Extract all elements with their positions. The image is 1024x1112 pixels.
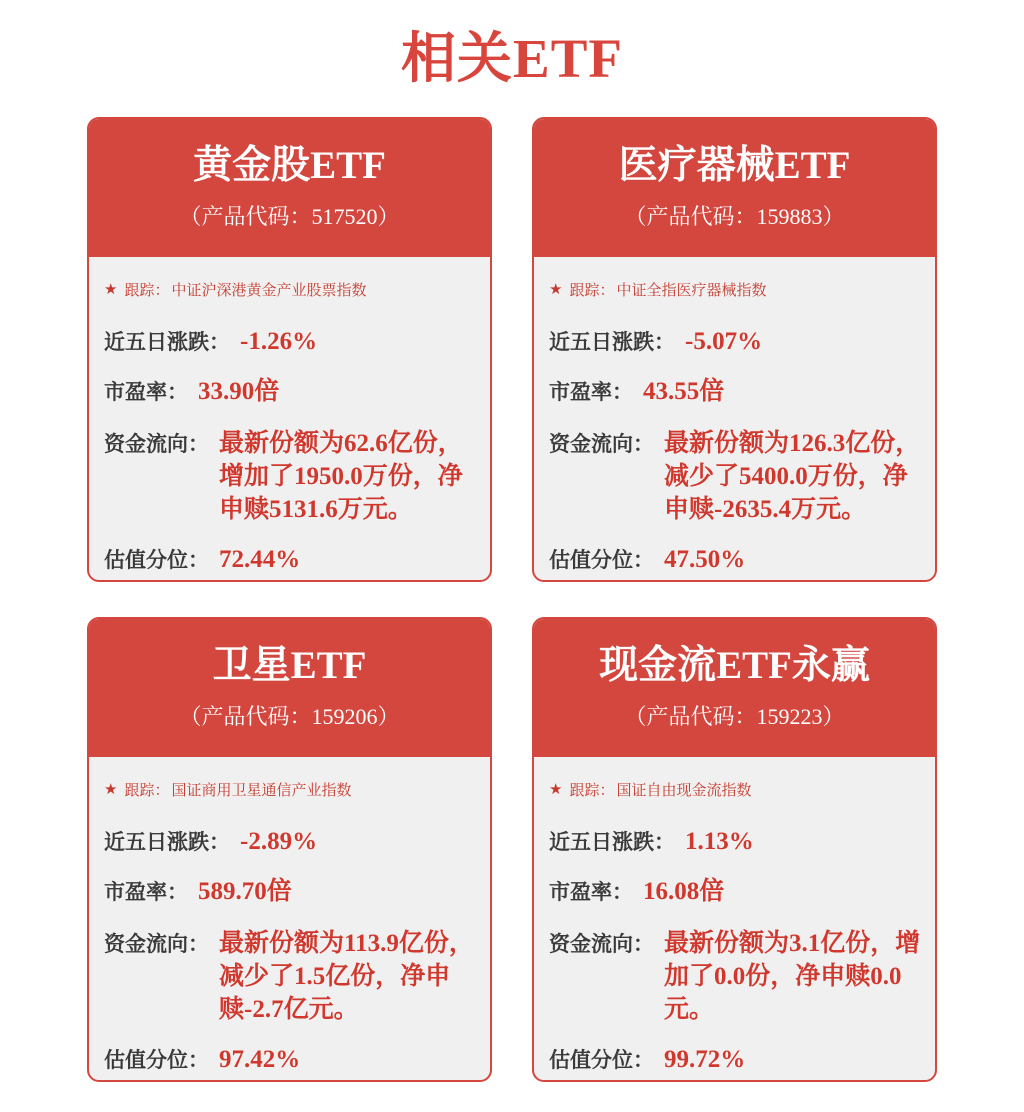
valuation-value: 72.44% [219,546,301,573]
pe-row [549,877,927,908]
etf-name: 黄金股ETF [193,144,386,188]
etf-name: 现金流ETF永赢 [599,644,870,688]
valuation-value: 47.50% [664,546,746,573]
pe-value: 43.55倍 [643,378,725,405]
valuation-row [549,545,927,576]
flow-label: 资金流向： [104,433,209,456]
card-header [534,619,935,757]
valuation-label: 估值分位： [549,549,654,572]
change5d-value: -1.26% [240,328,318,355]
valuation-row [104,545,482,576]
change5d-value: -2.89% [240,828,318,855]
pe-value: 33.90倍 [198,378,280,405]
change5d-value: -5.07% [685,328,763,355]
card-body [89,257,490,582]
pe-label: 市盈率： [549,381,633,404]
change5d-row [104,327,482,358]
change5d-label: 近五日涨跌： [104,331,230,354]
etf-product-code: （产品代码：517520） [179,203,400,229]
flow-value: 最新份额为126.3亿份，减少了5400.0万份，净申赎-2635.4万元。 [664,430,921,523]
card-header [534,119,935,257]
flow-value: 最新份额为113.9亿份，减少了1.5亿份，净申赎-2.7亿元。 [219,930,474,1023]
track-label: 跟踪： [124,782,170,799]
valuation-row [104,1045,482,1076]
change5d-row [549,327,927,358]
flow-label: 资金流向： [549,933,654,956]
card-header [89,619,490,757]
track-row [549,779,927,800]
etf-name: 医疗器械ETF [618,144,851,188]
pe-row [104,377,482,408]
flow-label: 资金流向： [104,933,209,956]
valuation-value: 97.42% [219,1046,301,1073]
flow-label: 资金流向： [549,433,654,456]
pe-value: 16.08倍 [643,878,725,905]
track-label: 跟踪： [124,282,170,299]
change5d-row [549,827,927,858]
track-index-name: 中证全指医疗器械指数 [616,282,767,299]
track-label: 跟踪： [569,282,615,299]
star-icon: ★ [549,781,563,798]
track-label: 跟踪： [569,782,615,799]
etf-product-code: （产品代码：159883） [624,203,845,229]
flow-value: 最新份额为62.6亿份，增加了1950.0万份，净申赎5131.6万元。 [219,430,463,523]
etf-product-code: （产品代码：159206） [179,703,400,729]
etf-card-grid [87,117,937,1082]
pe-value: 589.70倍 [198,878,292,905]
change5d-label: 近五日涨跌： [104,831,230,854]
star-icon: ★ [549,281,563,298]
pe-label: 市盈率： [104,881,188,904]
track-row [549,279,927,300]
change5d-label: 近五日涨跌： [549,331,675,354]
etf-product-code: （产品代码：159223） [624,703,845,729]
valuation-value: 99.72% [664,1046,746,1073]
etf-card-satellite [87,617,492,1082]
change5d-value: 1.13% [685,828,754,855]
card-body [89,757,490,1082]
pe-row [104,877,482,908]
etf-card-gold-stock [87,117,492,582]
valuation-label: 估值分位： [104,549,209,572]
etf-name: 卫星ETF [212,644,367,688]
track-index-name: 中证沪深港黄金产业股票指数 [171,282,367,299]
pe-label: 市盈率： [549,881,633,904]
star-icon: ★ [104,781,118,798]
pe-label: 市盈率： [104,381,188,404]
valuation-label: 估值分位： [104,1049,209,1072]
change5d-row [104,827,482,858]
track-index-name: 国证商用卫星通信产业指数 [171,782,352,799]
flow-row [549,927,927,1026]
page-title: 相关ETF [401,28,623,89]
card-header [89,119,490,257]
etf-card-cash-flow [532,617,937,1082]
flow-value: 最新份额为3.1亿份，增加了0.0份，净申赎0.0元。 [664,930,921,1023]
pe-row [549,377,927,408]
track-row [104,279,482,300]
card-body [534,257,935,582]
valuation-label: 估值分位： [549,1049,654,1072]
valuation-row [549,1045,927,1076]
flow-row [104,927,482,1026]
track-row [104,779,482,800]
change5d-label: 近五日涨跌： [549,831,675,854]
etf-card-medical-device [532,117,937,582]
track-index-name: 国证自由现金流指数 [616,782,752,799]
card-body [534,757,935,1082]
flow-row [104,427,482,526]
star-icon: ★ [104,281,118,298]
flow-row [549,427,927,526]
